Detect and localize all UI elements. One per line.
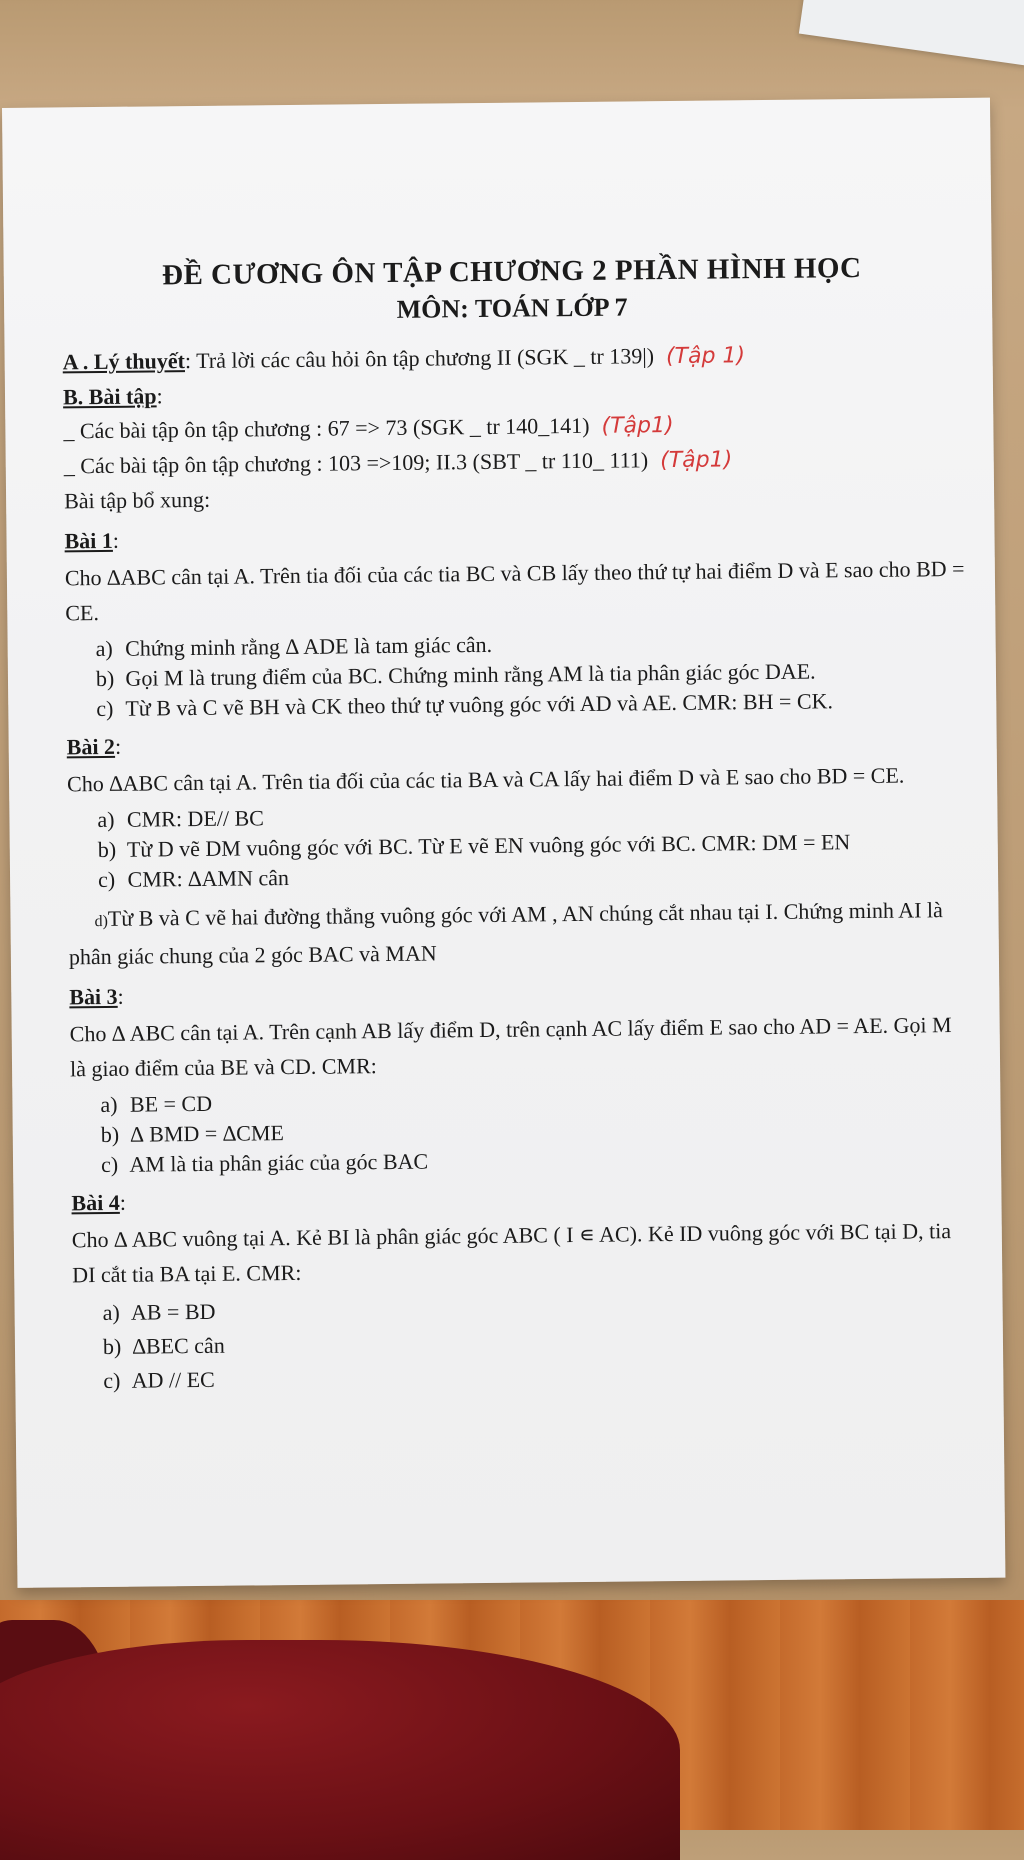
item-text: CMR: ∆AMN cân [127, 865, 290, 892]
doc-title: ĐỀ CƯƠNG ÔN TẬP CHƯƠNG 2 PHẦN HÌNH HỌC [161, 252, 862, 292]
item-label: c) [103, 1367, 121, 1394]
item-text: AB = BD [130, 1298, 216, 1325]
item-label: c) [96, 695, 114, 722]
item-text: BE = CD [129, 1090, 213, 1117]
item-label: a) [102, 1299, 120, 1326]
item-label: a) [100, 1091, 118, 1118]
paper-scrap [799, 0, 1024, 66]
bai4-label: Bài 4 [71, 1189, 120, 1216]
item-text: CMR: DE// BC [126, 805, 264, 832]
item-label: b) [100, 1121, 120, 1148]
bai2-d-label: d) [94, 912, 108, 931]
item-text: Từ B và C vẽ BH và CK theo thứ tự vuông góc với AD và AE. CMR: BH = CK. [125, 688, 834, 721]
exercises-colon: : [156, 383, 163, 409]
extra-exercises-heading: Bài tập bổ xung: [63, 486, 211, 514]
item-label: c) [100, 1151, 119, 1178]
bai3-items [100, 1081, 971, 1180]
bai2-item-d [68, 892, 969, 974]
theory-text: : Trả lời các câu hỏi ôn tập chương II (SGK _ tr 139|) [184, 343, 655, 374]
bai1-items [96, 625, 967, 724]
item-text: Gọi M là trung điểm của BC. Chứng minh rằng AM là tia phân giác góc DAE. [125, 658, 816, 691]
worksheet-content [62, 248, 974, 1404]
theory-handwritten-note: (Tập 1) [665, 343, 746, 370]
bai3-colon: : [117, 983, 124, 1009]
bai2-text: Cho ∆ABC cân tại A. Trên tia đối của các tia BA và CA lấy hai điểm D và E sao cho BD = CE. [66, 762, 905, 797]
item-label: a) [95, 635, 113, 662]
item-text: Từ D vẽ DM vuông góc với BC. Từ E vẽ EN vuông góc với BC. CMR: DM = EN [126, 829, 851, 862]
worksheet-paper [2, 98, 1005, 1588]
item-text: ∆ BMD = ∆CME [130, 1120, 285, 1147]
exercise-line-2-note: (Tập1) [660, 447, 733, 474]
item-label: a) [97, 806, 115, 833]
bai1-colon: : [112, 527, 120, 553]
item-text: AD // EC [131, 1366, 215, 1393]
item-text: AM là tia phân giác của góc BAC [129, 1148, 429, 1177]
bai1-label: Bài 1 [64, 527, 113, 554]
doc-subtitle: MÔN: TOÁN LỚP 7 [396, 292, 628, 324]
bai3-label: Bài 3 [69, 983, 118, 1010]
bai2-items [97, 796, 968, 895]
item-text: Chứng minh rằng ∆ ADE là tam giác cân. [125, 631, 493, 661]
bai3-text: Cho ∆ ABC cân tại A. Trên cạnh AB lấy điểm D, trên cạnh AC lấy điểm E sao cho AD = AE. Gọi M là giao điểm của BE và CD. CMR: [69, 1012, 952, 1082]
exercise-line-2-text: _ Các bài tập ôn tập chương : 103 =>109; II.3 (SBT _ tr 110_ 111) [63, 447, 649, 479]
bai4-text: Cho ∆ ABC vuông tại A. Kẻ BI là phân giác góc ABC ( I ∊ AC). Kẻ ID vuông góc với BC tại D, tia DI cắt tia BA tại E. CMR: [71, 1218, 952, 1288]
exercises-label: B. Bài tập [62, 383, 157, 410]
bai2-d-text: Từ B và C vẽ hai đường thẳng vuông góc với AM , AN chúng cắt nhau tại I. Chứng minh AI là phân giác chung của 2 góc BAC và MAN [68, 897, 943, 970]
bai2-label: Bài 2 [66, 733, 116, 760]
bai4-colon: : [119, 1189, 127, 1215]
exercise-line-1-text: _ Các bài tập ôn tập chương : 67 => 73 (SGK _ tr 140_141) [63, 412, 590, 444]
bai2-colon: : [114, 733, 122, 759]
bai1-text: Cho ∆ABC cân tại A. Trên tia đối của các tia BC và CB lấy theo thứ tự hai điểm D và E sao cho BD = CE. [64, 555, 965, 626]
item-text: ∆BEC cân [132, 1332, 225, 1359]
item-label: b) [95, 665, 115, 692]
exercise-line-1-note: (Tập1) [601, 412, 674, 439]
bai4-items [102, 1287, 973, 1398]
theory-label: A . Lý thuyết [62, 348, 186, 375]
item-label: b) [97, 836, 117, 863]
item-label: c) [97, 866, 116, 893]
item-label: b) [102, 1333, 122, 1360]
red-fabric [0, 1640, 680, 1860]
